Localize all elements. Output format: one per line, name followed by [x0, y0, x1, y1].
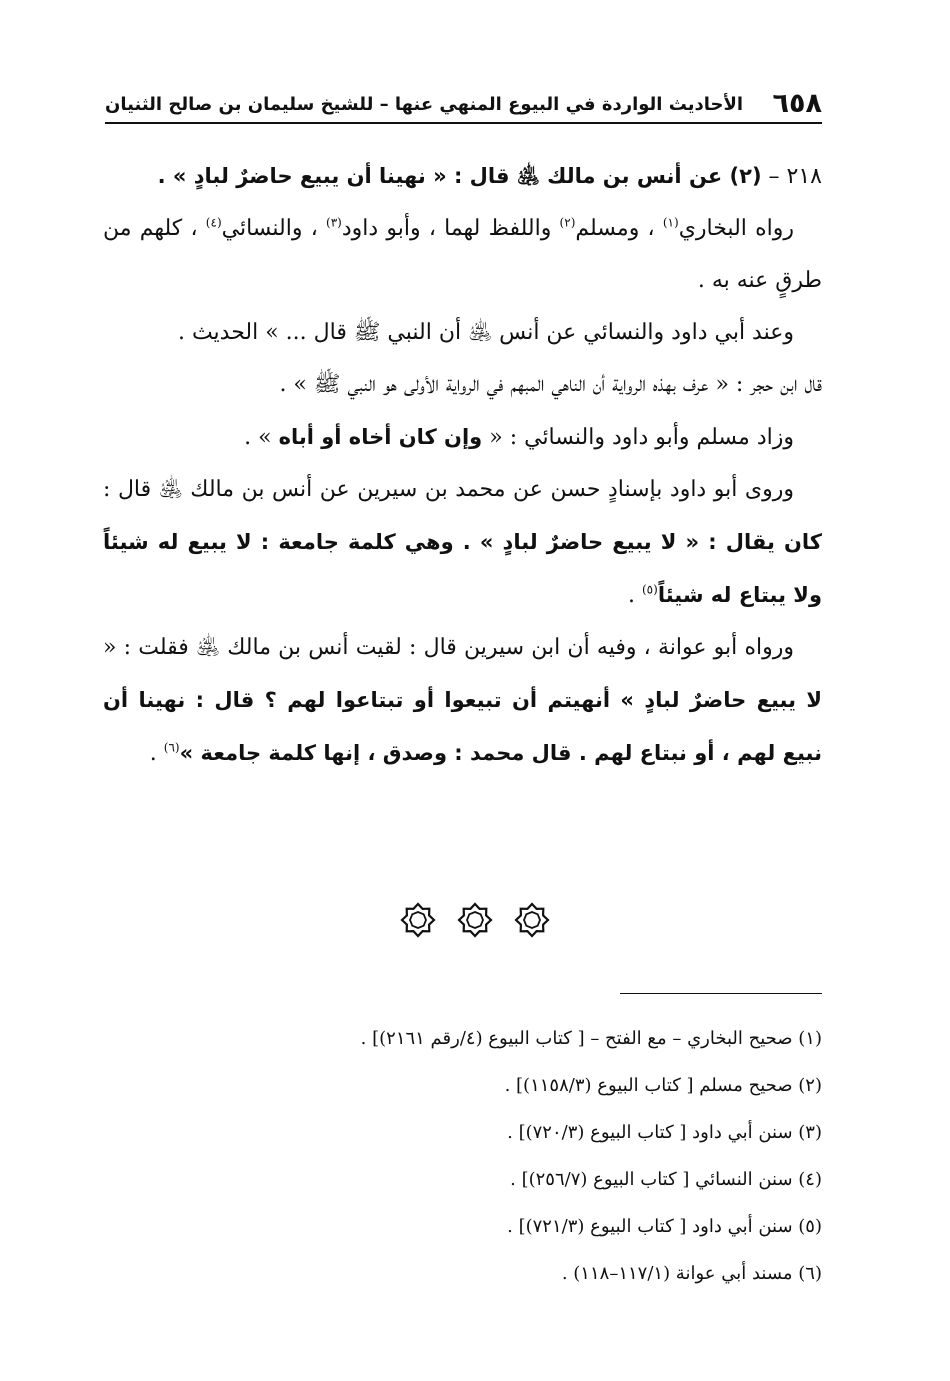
footnote-ref: (٢): [559, 215, 576, 230]
footnote-ref: (٣): [326, 215, 342, 230]
text-run: ٢١٨ –: [761, 164, 822, 189]
star-ornament-icon: [457, 902, 493, 938]
footnotes: [103, 1015, 822, 1297]
text-run: وزاد مسلم وأبو داود والنسائي : «: [482, 425, 794, 450]
text-run: واللفظ لهما ، وأبو داود: [341, 216, 560, 241]
footnote-ref: (٦): [163, 740, 180, 755]
star-ornament-icon: [514, 902, 550, 938]
footnote: (١) صحيح البخاري – مع الفتح – [ كتاب البيوع (٤/رقم ٢١٦١)] .: [360, 1028, 822, 1049]
text-run: رواه البخاري: [678, 216, 794, 241]
text-run: قال ابن حجر : « عرف بهذه الرواية أن الناهي المبهم في الرواية الأولى هو النبي ﷺ » .: [279, 372, 822, 397]
main-text: [103, 150, 822, 780]
hadith-text: وإن كان أخاه أو أباه: [278, 425, 483, 449]
text-run: وعند أبي داود والنسائي عن أنس ﵁ أن النبي ﷺ قال ... » الحديث .: [177, 320, 794, 345]
footnote-ref: (١): [662, 215, 679, 230]
footnote-ref: (٤): [205, 215, 222, 230]
footnote-separator: [620, 993, 822, 994]
text-run: ورواه أبو عوانة ، وفيه أن ابن سيرين قال : لقيت أنس بن مالك ﵁ فقلت : «: [103, 635, 794, 660]
text-run: ، ومسلم: [575, 216, 663, 241]
paragraph: [103, 411, 822, 464]
footnote: (٣) سنن أبي داود [ كتاب البيوع (٧٢٠/٣)] .: [507, 1122, 822, 1143]
footnote: (٥) سنن أبي داود [ كتاب البيوع (٧٢١/٣)] .: [507, 1216, 822, 1237]
paragraph: [103, 150, 822, 203]
section-divider: [0, 902, 950, 942]
footnote-ref: (٥): [641, 582, 658, 597]
footnote: (٢) صحيح مسلم [ كتاب البيوع (١١٥٨/٣)] .: [504, 1075, 822, 1096]
text-run: ، والنسائي: [221, 216, 327, 241]
paragraph: [103, 307, 822, 359]
running-header: [105, 84, 822, 124]
footnote: (٤) سنن النسائي [ كتاب البيوع (٢٥٦/٧)] .: [510, 1169, 822, 1190]
text-run: ، كلهم من طرقٍ عنه به .: [103, 216, 822, 293]
paragraph: [103, 359, 822, 411]
text-run: .: [627, 583, 642, 608]
paragraph: [103, 464, 822, 622]
header-rule: [105, 122, 822, 124]
page-number: ٦٥٨: [772, 88, 822, 119]
paragraph: [103, 203, 822, 307]
hadith-text: كان يقال : « لا يبيع حاضرٌ لبادٍ » . وهي كلمة جامعة : لا يبيع له شيئاً ولا يبتاع له شيئاً: [103, 530, 822, 607]
text-run: .: [149, 741, 164, 766]
text-run: وروى أبو داود بإسنادٍ حسن عن محمد بن سيرين عن أنس بن مالك ﵁ قال :: [103, 477, 794, 502]
hadith-text: (٢) عن أنس بن مالك ﵁ قال : « نهينا أن يبيع حاضرٌ لبادٍ » .: [157, 164, 762, 188]
footnote: (٦) مسند أبي عوانة (١١٧/١–١١٨) .: [561, 1263, 822, 1284]
star-ornament-icon: [400, 902, 436, 938]
hadith-text: لا يبيع حاضرٌ لبادٍ » أنهيتم أن تبيعوا أو تبتاعوا لهم ؟ قال : نهينا أن نبيع لهم ، أو نبتاع لهم . قال محمد : وصدق ، إنها كلمة جامعة »: [103, 688, 822, 765]
text-run: » .: [244, 425, 279, 450]
running-title: الأحاديث الواردة في البيوع المنهي عنها – للشيخ سليمان بن صالح الثنيان: [105, 94, 744, 115]
paragraph: [103, 622, 822, 780]
